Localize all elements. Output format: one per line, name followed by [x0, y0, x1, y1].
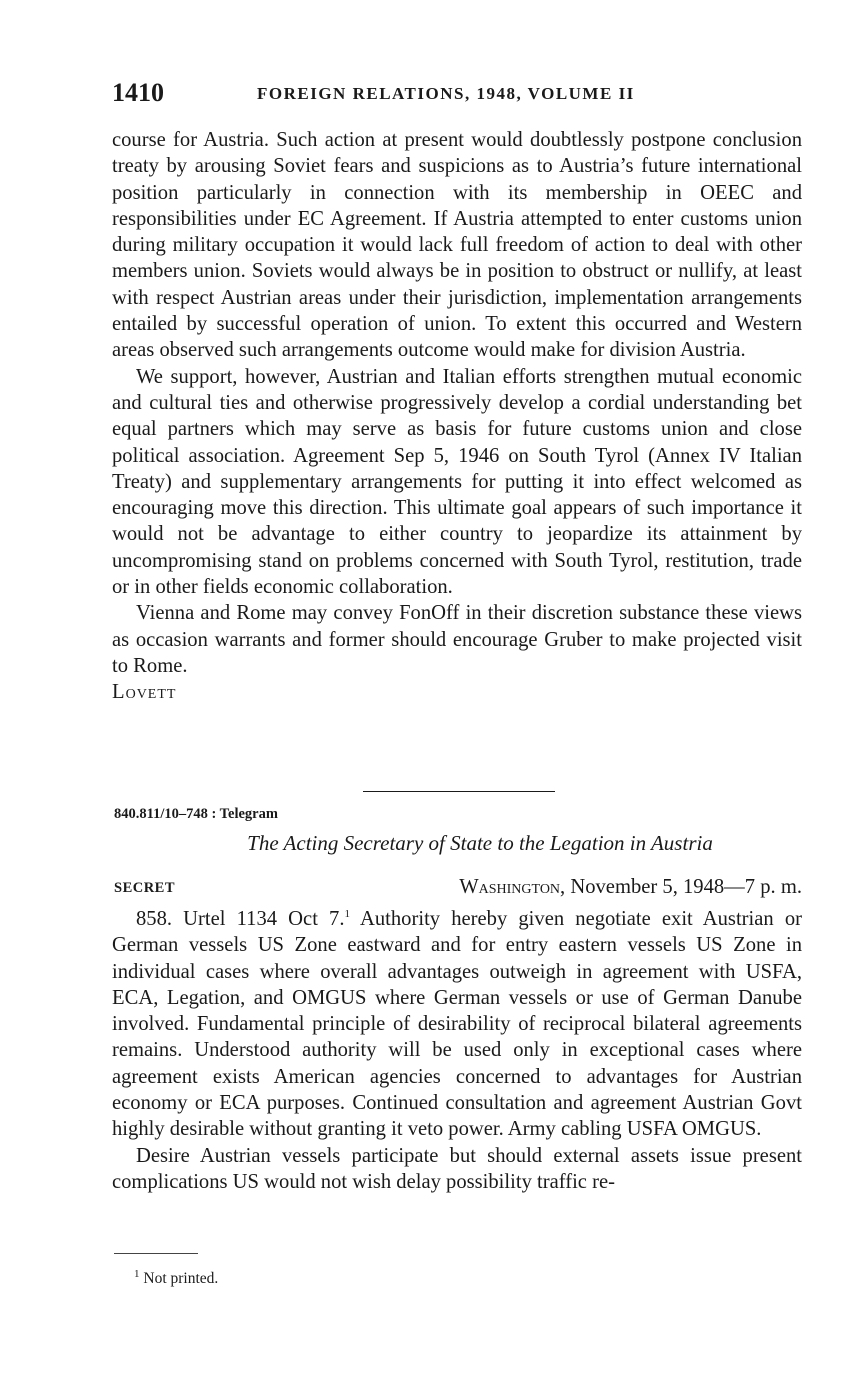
date-time: November 5, 1948—7 p. m.: [565, 876, 802, 898]
footnote-marker: 1: [134, 1267, 140, 1280]
paragraph: [112, 906, 802, 1143]
dateline: [114, 876, 802, 904]
document-title: The Acting Secretary of State to the Legation in Austria: [247, 831, 713, 855]
footnote-divider: [114, 1253, 198, 1254]
paragraph: Vienna and Rome may convey FonOff in their discretion substance these views as occasion warrants and former should encourage Gruber to make projected visit to Rome.: [112, 602, 802, 677]
footnote-text: Not printed.: [139, 1270, 219, 1287]
signature: Lovett: [112, 681, 177, 704]
paragraph: Desire Austrian vessels participate but should external assets issue present complications US would not wish delay possibility traffic re-: [112, 1144, 802, 1193]
running-title: FOREIGN RELATIONS, 1948, VOLUME II: [257, 84, 635, 103]
paragraph-text: Authority hereby given negotiate exit Austrian or German vessels US Zone eastward and for entry eastern vessels US Zone in individual cases where overall advantages outweigh in agreement with USFA, ECA, Legation, and OMGUS where German vessels or use of German Danube involved. Fundamental principle of desirability of reciprocal bilateral agreements remains. Understood authority will be used only in exceptional cases where agreement exists American agencies concerned to advantages for Austrian economy or ECA purposes. Continued consultation and agreement Austrian Govt highly desirable without granting it veto power. Army cabling USFA OMGUS.: [112, 908, 802, 1141]
page-header: [112, 78, 802, 110]
classification-label: SECRET: [114, 880, 176, 896]
place-name: Washington,: [459, 876, 566, 898]
file-number: 840.811/10–748 : Telegram: [114, 806, 278, 822]
paragraph-continuation: course for Austria. Such action at present would doubtlessly postpone conclusion treaty by arousing Soviet fears and suspicions as to Austria’s future international position particularly in connection with its membership in OEEC and responsibilities under EC Agreement. If Austria attempted to enter customs union during military occupation it would lack full freedom of action to deal with other members union. Soviets would always be in position to obstruct or nullify, at least with respect Austrian areas under their jurisdiction, implementation arrangements entailed by successful operation of union. To extent this occurred and Western areas observed such arrangements outcome would make for division Austria.: [112, 129, 802, 362]
first-document-body: [112, 127, 802, 706]
second-document-body: [112, 906, 802, 1195]
footnote: [134, 1267, 219, 1288]
paragraph: We support, however, Austrian and Italian efforts strengthen mutual economic and cultural ties and otherwise progressively develop a cordial understanding bet equal partners which may serve as basis for future customs union and close political association. Agreement Sep 5, 1946 on South Tyrol (Annex IV Italian Treaty) and supplementary arrangements for putting it into effect welcomed as encouraging move this direction. This ultimate goal appears of such importance it would not be advantage to either country to jeopardize its attainment by uncompromising stand on problems concerned with South Tyrol, restitution, trade or in other fields economic collaboration.: [112, 365, 802, 599]
page-number: 1410: [112, 78, 164, 107]
paragraph-lead: 858. Urtel 1134 Oct 7.: [136, 908, 345, 930]
date-line: [459, 876, 802, 899]
section-divider: [363, 791, 555, 792]
footnote-reference: 1: [344, 908, 350, 921]
